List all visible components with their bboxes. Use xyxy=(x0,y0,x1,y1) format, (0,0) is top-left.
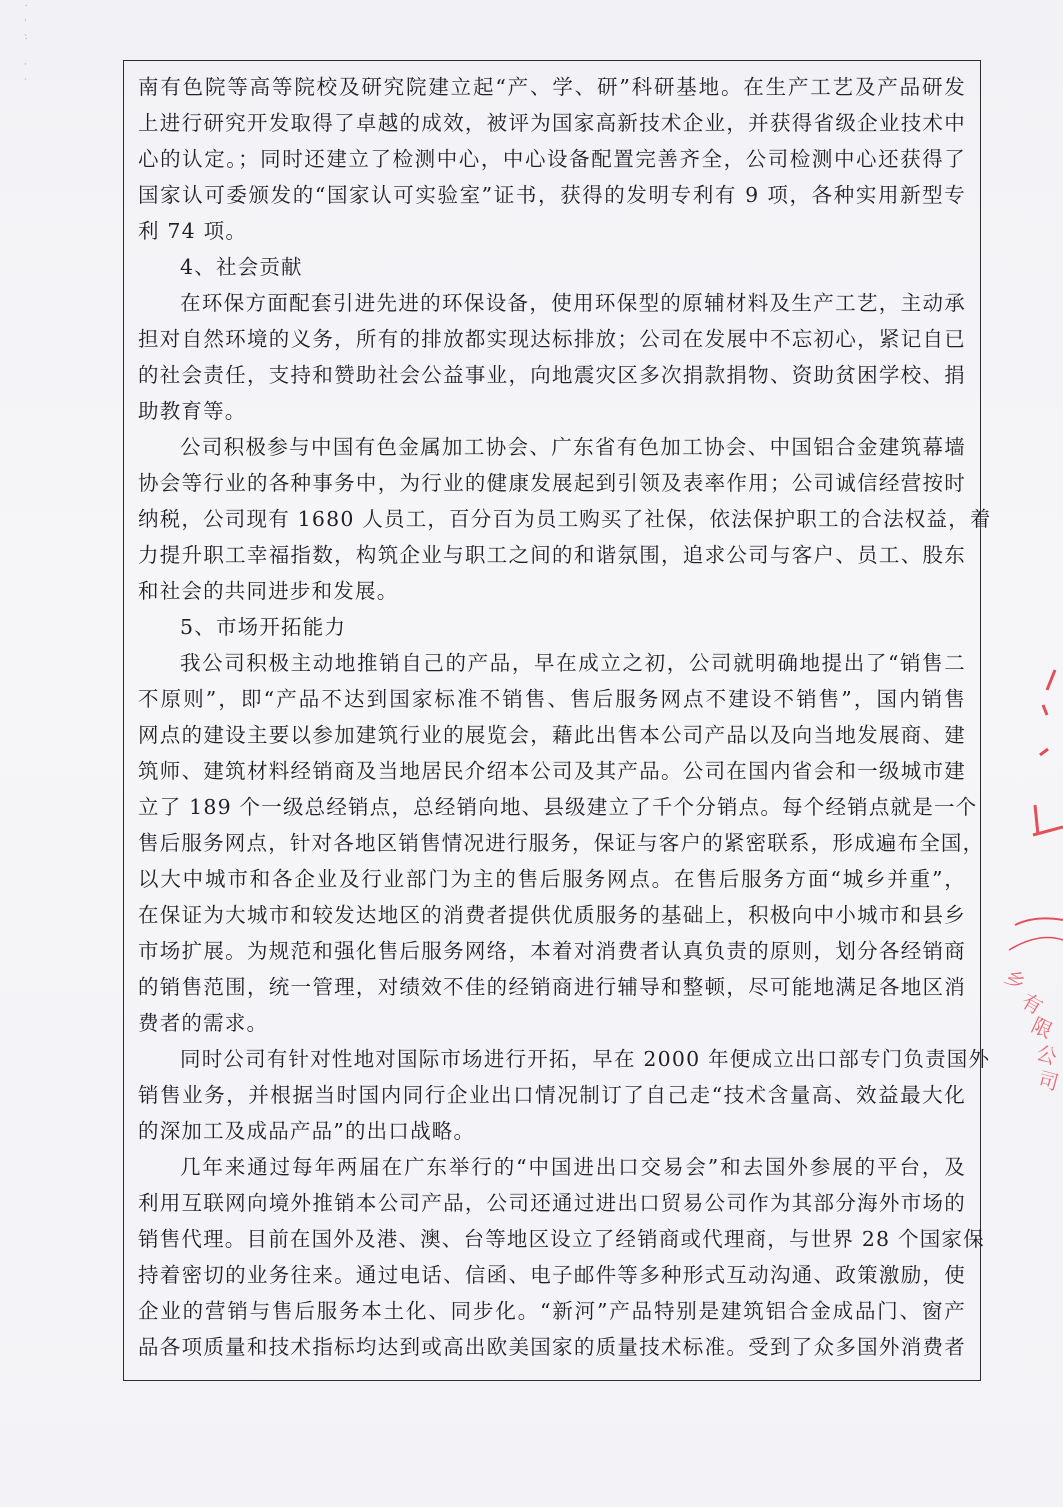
text-line: 力提升职工幸福指数，构筑企业与职工之间的和谐氛围，追求公司与客户、员工、股东 xyxy=(138,543,966,567)
text-line: 的社会责任，支持和赞助社会公益事业，向地震灾区多次捐款捐物、资助贫困学校、捐 xyxy=(138,363,966,387)
text-line: 公司积极参与中国有色金属加工协会、广东省有色加工协会、中国铝合金建筑幕墙 xyxy=(180,435,966,459)
text-line: 销售代理。目前在国外及港、澳、台等地区设立了经销商或代理商，与世界 28 个国家保 xyxy=(138,1227,985,1251)
text-line: 心的认定。；同时还建立了检测中心，中心设备配置完善齐全，公司检测中心还获得了 xyxy=(138,147,966,171)
text-line: 助教育等。 xyxy=(138,399,247,423)
text-line: 持着密切的业务往来。通过电话、信函、电子邮件等多种形式互动沟通、政策激励，使 xyxy=(138,1263,966,1287)
section-heading: 4、社会贡献 xyxy=(180,255,303,279)
svg-text:乡: 乡 xyxy=(1000,964,1031,996)
svg-text:有: 有 xyxy=(1017,988,1047,1020)
svg-text:公: 公 xyxy=(1033,1040,1061,1070)
text-line: 网点的建设主要以参加建筑行业的展览会，藉此出售本公司产品以及向当地发展商、建 xyxy=(138,723,966,747)
text-line: 售后服务网点，针对各地区销售情况进行服务，保证与客户的紧密联系，形成遍布全国， xyxy=(138,831,985,855)
text-line: 上进行研究开发取得了卓越的成效，被评为国家高新技术企业，并获得省级企业技术中 xyxy=(138,111,966,135)
svg-text:司: 司 xyxy=(1035,1066,1062,1096)
document-frame xyxy=(123,60,992,1381)
text-line: 品各项质量和技术指标均达到或高出欧美国家的质量技术标准。受到了众多国外消费者 xyxy=(138,1335,966,1359)
text-line: 企业的营销与售后服务本土化、同步化。“新河”产品特别是建筑铝合金成品门、窗产 xyxy=(138,1299,966,1323)
red-seal-stamp-icon xyxy=(985,630,1063,1130)
text-line: 同时公司有针对性地对国际市场进行开拓，早在 2000 年便成立出口部专门负责国外 xyxy=(180,1047,991,1071)
text-line: 利 74 项。 xyxy=(138,219,248,243)
text-line: 和社会的共同进步和发展。 xyxy=(138,579,399,603)
text-line: 销售业务，并根据当时国内同行企业出口情况制订了自己走“技术含量高、效益最大化 xyxy=(138,1083,966,1107)
text-line: 的销售范围，统一管理，对绩效不佳的经销商进行辅导和整顿，尽可能地满足各地区消 xyxy=(138,975,966,999)
text-line: 利用互联网向境外推销本公司产品，公司还通过进出口贸易公司作为其部分海外市场的 xyxy=(138,1191,966,1215)
text-line: 纳税，公司现有 1680 人员工，百分百为员工购买了社保，依法保护职工的合法权益，着 xyxy=(138,507,992,531)
text-line: 的深加工及成品产品”的出口战略。 xyxy=(138,1119,476,1143)
text-line: 协会等行业的各种事务中，为行业的健康发展起到引领及表率作用；公司诚信经营按时 xyxy=(138,471,966,495)
text-line: 担对自然环境的义务，所有的排放都实现达标排放；公司在发展中不忘初心，紧记自已 xyxy=(138,327,966,351)
text-line: 费者的需求。 xyxy=(138,1011,269,1035)
section-heading: 5、市场开拓能力 xyxy=(180,615,347,639)
text-line: 以大中城市和各企业及行业部门为主的售后服务网点。在售后服务方面“城乡并重”， xyxy=(138,867,966,891)
text-line: 筑师、建筑材料经销商及当地居民介绍本公司及其产品。公司在国内省会和一级城市建 xyxy=(138,759,966,783)
text-line: 在环保方面配套引进先进的环保设备，使用环保型的原辅材料及生产工艺，主动承 xyxy=(180,291,966,315)
text-line: 在保证为大城市和较发达地区的消费者提供优质服务的基础上，积极向中小城市和县乡 xyxy=(138,903,966,927)
text-line: 南有色院等高等院校及研究院建立起“产、学、研”科研基地。在生产工艺及产品研发 xyxy=(138,75,966,99)
text-line: 几年来通过每年两届在广东举行的“中国进出口交易会”和去国外参展的平台，及 xyxy=(180,1155,966,1179)
text-line: 不原则”，即“产品不达到国家标准不销售、售后服务网点不建设不销售”，国内销售 xyxy=(138,687,966,711)
text-line: 我公司积极主动地推销自己的产品，早在成立之初，公司就明确地提出了“销售二 xyxy=(180,651,966,675)
scan-artifact-marks: ˙ · ˎ ˙ · ˎ xyxy=(24,5,29,81)
text-line: 市场扩展。为规范和强化售后服务网络，本着对消费者认真负责的原则，划分各经销商 xyxy=(138,939,966,963)
text-line: 国家认可委颁发的“国家认可实验室”证书，获得的发明专利有 9 项，各种实用新型专 xyxy=(138,183,966,207)
text-line: 立了 189 个一级总经销点，总经销向地、县级建立了千个分销点。每个经销点就是一个 xyxy=(138,795,978,819)
svg-text:限: 限 xyxy=(1027,1012,1057,1043)
